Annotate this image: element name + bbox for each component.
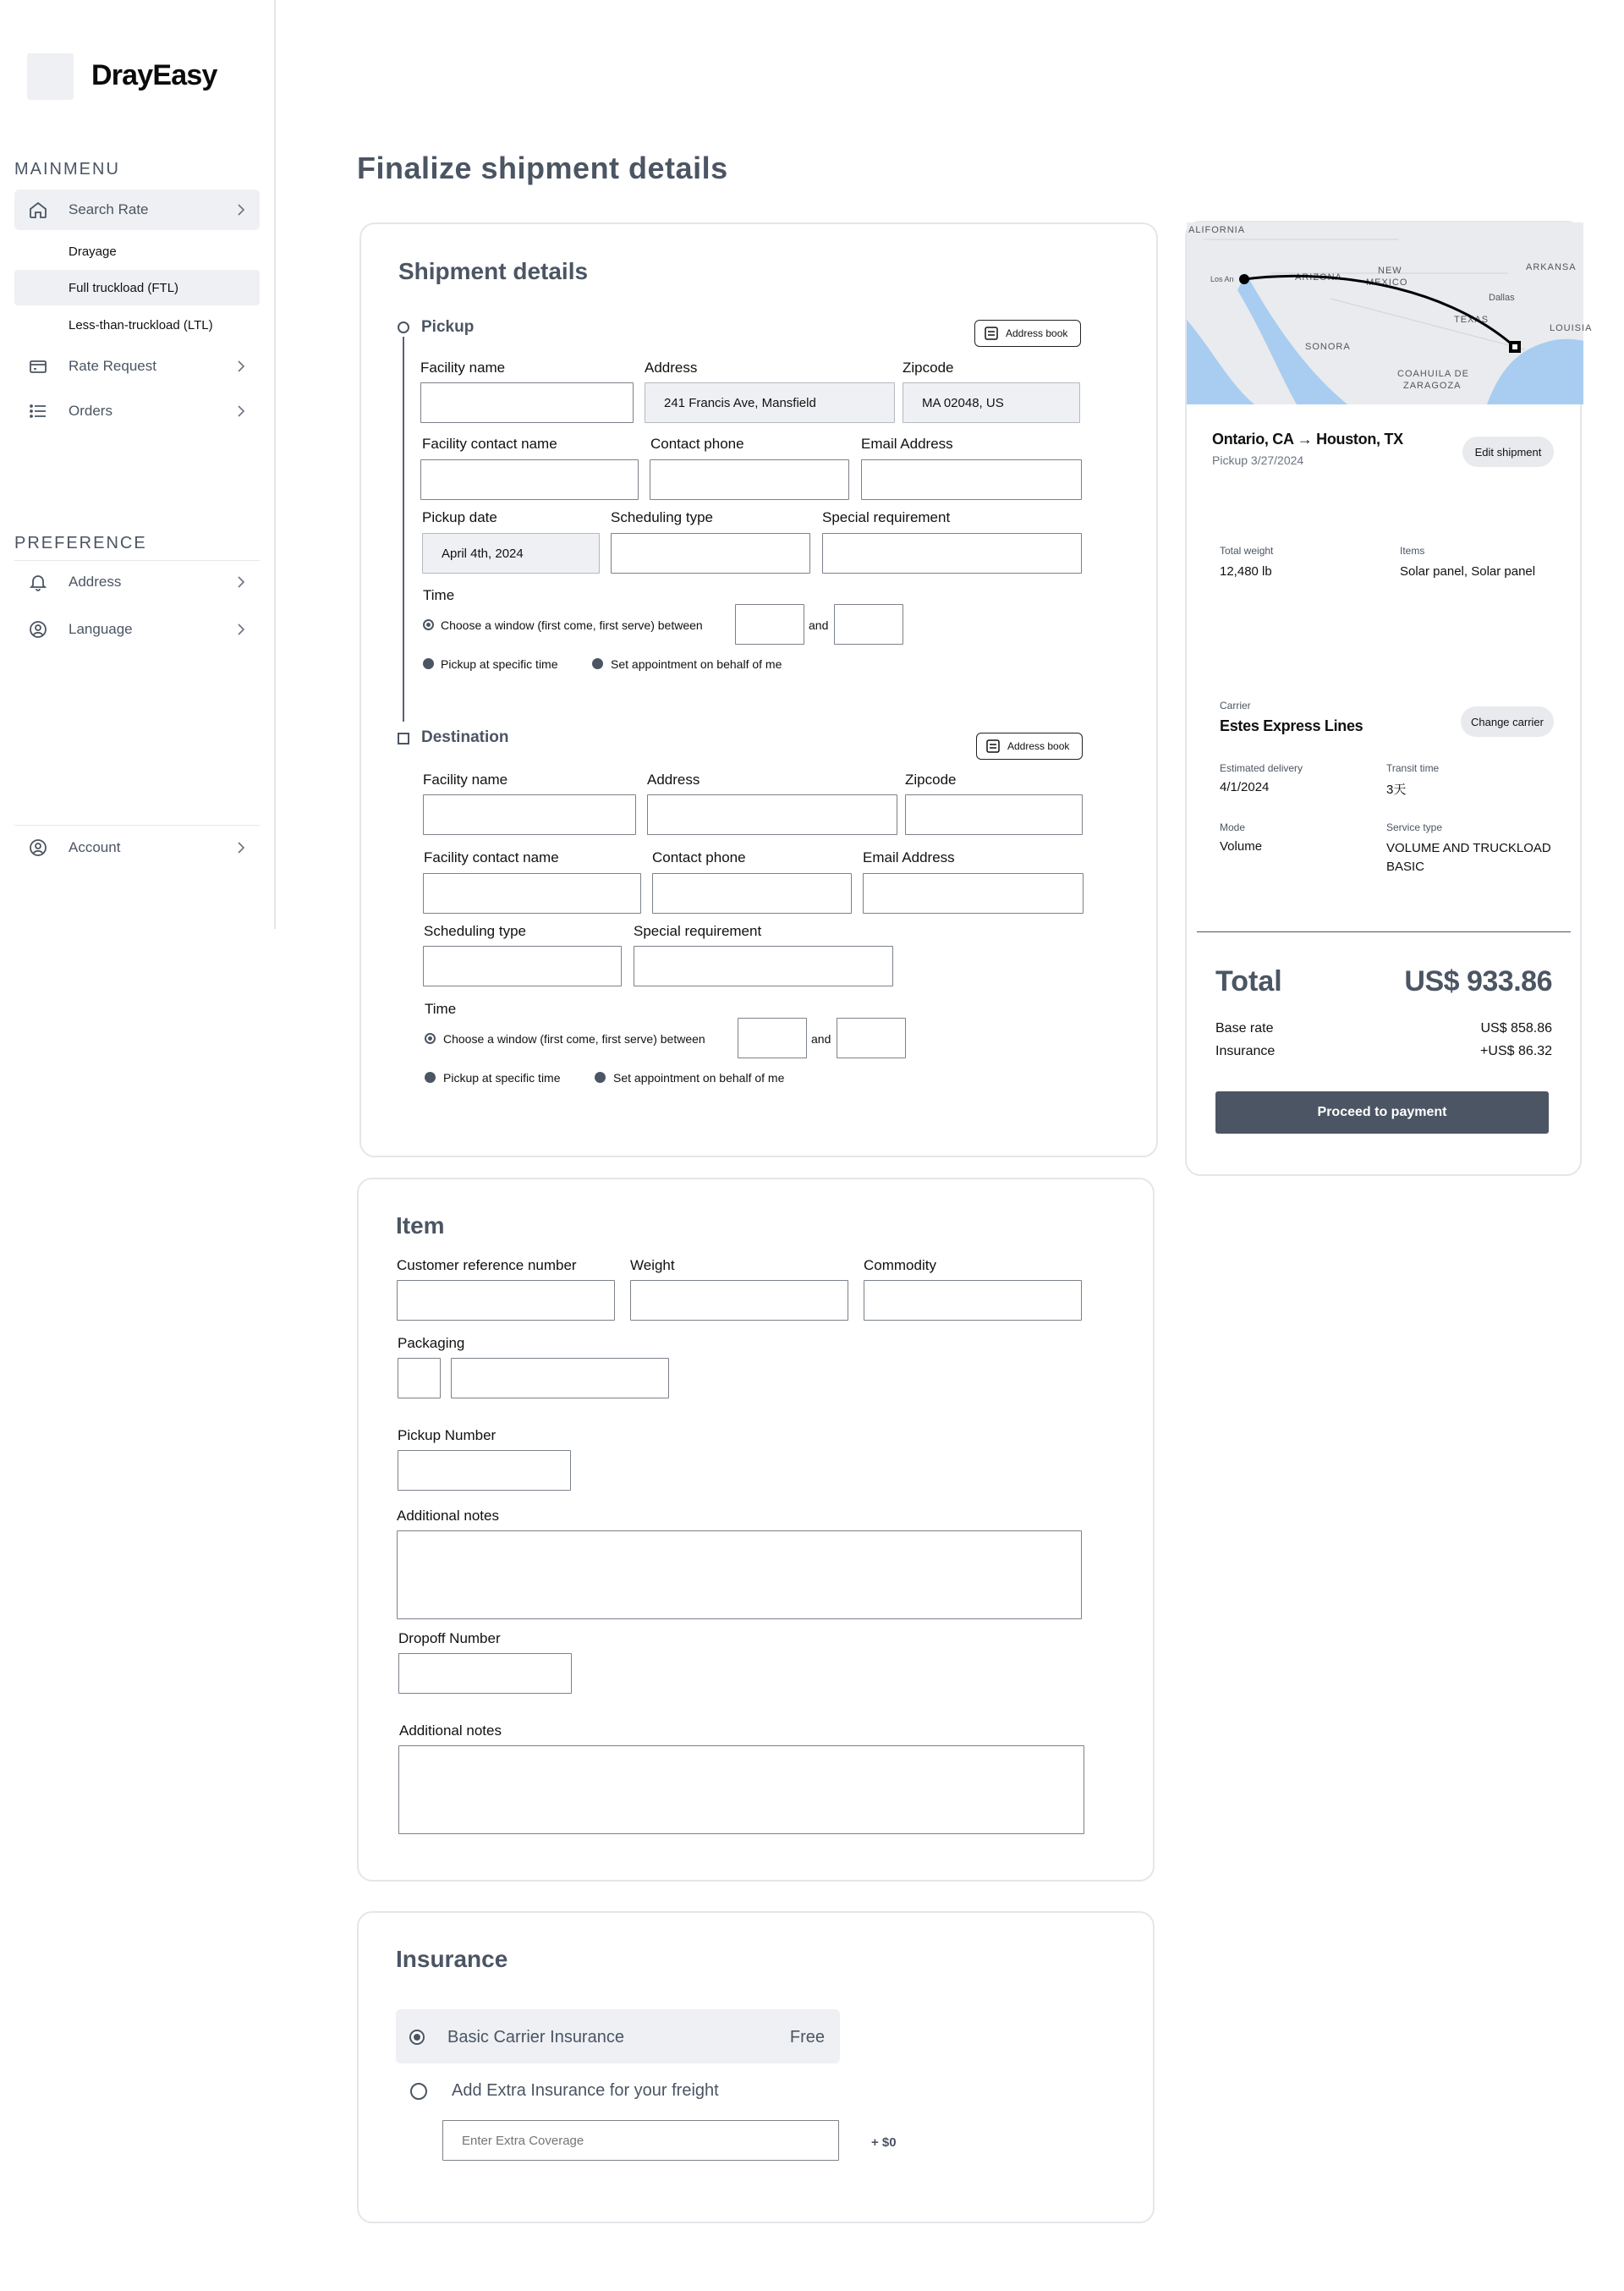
pickup-number-input[interactable]: [398, 1450, 571, 1491]
list-icon: [28, 401, 48, 421]
map-label-california: ALIFORNIA: [1188, 225, 1246, 235]
sub-item-drayage[interactable]: [14, 233, 260, 269]
email-label: Email Address: [863, 849, 955, 865]
sub-item-ftl[interactable]: [14, 270, 260, 305]
route-title: Ontario, CA → Houston, TX: [1212, 431, 1403, 448]
pickup-facility-name-input[interactable]: [420, 382, 634, 423]
map-label-new-mexico-1: NEW: [1378, 266, 1402, 276]
sidebar: [0, 0, 276, 929]
nav-item-search-rate[interactable]: [14, 190, 260, 230]
map-label-los-angeles: Los An: [1210, 275, 1234, 283]
destination-window-start-input[interactable]: [738, 1018, 807, 1058]
scheduling-type-label: Scheduling type: [424, 923, 526, 939]
item-title: Item: [396, 1212, 445, 1239]
mode-value: Volume: [1220, 839, 1263, 854]
divider: [14, 825, 260, 826]
summary-card: [1185, 221, 1593, 1176]
time-label: Time: [423, 587, 455, 603]
transit-time-value: 3天: [1386, 783, 1407, 797]
total-weight-value: 12,480 lb: [1220, 564, 1272, 579]
transit-time-label: Transit time: [1386, 762, 1440, 774]
time-label: Time: [425, 1001, 457, 1017]
nav-item-orders[interactable]: [14, 391, 260, 431]
items-value: Solar panel, Solar panel: [1400, 564, 1536, 579]
credit-card-icon: [28, 356, 48, 376]
and-text: and: [811, 1032, 831, 1046]
dropoff-notes-textarea[interactable]: [398, 1745, 1084, 1834]
edit-shipment-button[interactable]: Edit shipment: [1462, 437, 1554, 467]
radio-dot: [414, 2034, 420, 2041]
address-book-icon: [985, 739, 1001, 754]
total-value: US$ 933.86: [1404, 965, 1552, 997]
appointment-text: Set appointment on behalf of me: [611, 657, 782, 671]
shipment-details-title: Shipment details: [398, 258, 589, 284]
pickup-window-end-input[interactable]: [834, 604, 903, 645]
map-label-arkansas: ARKANSA: [1526, 262, 1577, 272]
logo-placeholder: [27, 53, 74, 100]
destination-appointment-radio[interactable]: [595, 1072, 606, 1083]
nav-label: Address: [69, 574, 122, 590]
facility-name-label: Facility name: [423, 772, 508, 788]
user-circle-icon: [28, 619, 48, 640]
summary-divider: [1197, 931, 1571, 932]
map-label-texas: TEXAS: [1454, 315, 1490, 325]
contact-phone-label: Contact phone: [652, 849, 746, 865]
destination-address-book-button[interactable]: [976, 733, 1083, 760]
chevron-right-icon: [233, 574, 250, 591]
insurance-value: +US$ 86.32: [1480, 1044, 1552, 1058]
preference-title: PREFERENCE: [14, 534, 147, 552]
nav-label: Rate Request: [69, 358, 156, 374]
customer-ref-input[interactable]: [397, 1280, 615, 1321]
destination-email-input[interactable]: [863, 873, 1084, 914]
map-label-coahuila-2: ZARAGOZA: [1403, 381, 1462, 391]
route-line: [403, 337, 404, 722]
pickup-email-input[interactable]: [861, 459, 1082, 500]
divider: [14, 560, 260, 561]
basic-insurance-price: Free: [789, 2028, 825, 2047]
service-type-label: Service type: [1386, 821, 1443, 833]
pickup-zipcode-input[interactable]: MA 02048, US: [903, 382, 1080, 423]
pickup-special-requirement-input[interactable]: [822, 533, 1082, 574]
nav-label: Language: [69, 621, 133, 637]
map-label-louisiana: LOUISIA: [1550, 323, 1593, 333]
customer-ref-label: Customer reference number: [397, 1257, 577, 1273]
address-book-label: Address book: [1007, 740, 1070, 752]
packaging-type-input[interactable]: [451, 1358, 669, 1398]
sub-item-ltl[interactable]: [14, 307, 260, 343]
base-rate-value: US$ 858.86: [1480, 1021, 1552, 1036]
contact-name-label: Facility contact name: [422, 436, 557, 452]
destination-window-radio[interactable]: [425, 1033, 436, 1044]
destination-marker-icon: [398, 733, 409, 744]
window-text: Choose a window (first come, first serve) between: [443, 1032, 705, 1046]
pickup-number-label: Pickup Number: [398, 1427, 497, 1443]
extra-insurance-label: Add Extra Insurance for your freight: [452, 2081, 719, 2100]
insurance-title: Insurance: [396, 1946, 508, 1972]
destination-zipcode-input[interactable]: [905, 794, 1083, 835]
specific-time-text: Pickup at specific time: [441, 657, 558, 671]
packaging-quantity-input[interactable]: [398, 1358, 441, 1398]
dropoff-number-label: Dropoff Number: [398, 1630, 501, 1646]
home-icon: [28, 200, 48, 220]
pickup-date-label: Pickup date: [422, 509, 497, 525]
sub-item-label: Less-than-truckload (LTL): [69, 317, 213, 332]
destination-specific-time-radio[interactable]: [425, 1072, 436, 1083]
pickup-marker-icon: [398, 321, 409, 333]
destination-scheduling-type-select[interactable]: [423, 946, 622, 986]
destination-heading: Destination: [421, 728, 509, 746]
specific-time-text: Pickup at specific time: [443, 1071, 561, 1085]
total-weight-label: Total weight: [1220, 545, 1274, 557]
origin-marker: [1239, 274, 1249, 284]
extra-insurance-price: + $0: [871, 2135, 897, 2150]
contact-phone-label: Contact phone: [650, 436, 744, 452]
nav-item-rate-request[interactable]: [14, 346, 260, 387]
chevron-right-icon: [233, 621, 250, 638]
route-map: [1187, 223, 1593, 404]
nav-item-account[interactable]: [14, 827, 260, 868]
pickup-date-input[interactable]: April 4th, 2024: [422, 533, 600, 574]
map-label-dallas: Dallas: [1489, 293, 1515, 303]
weight-input[interactable]: [630, 1280, 848, 1321]
change-carrier-button[interactable]: Change carrier: [1461, 706, 1554, 737]
app-logo-text: DrayEasy: [91, 59, 217, 91]
zipcode-label: Zipcode: [903, 360, 954, 376]
pickup-appointment-radio[interactable]: [592, 658, 603, 669]
proceed-to-payment-button[interactable]: Proceed to payment: [1215, 1091, 1549, 1134]
pickup-address-book-button[interactable]: [974, 320, 1081, 347]
email-label: Email Address: [861, 436, 953, 452]
estimated-delivery-value: 4/1/2024: [1220, 780, 1270, 794]
service-type-value: VOLUME AND TRUCKLOAD BASIC: [1386, 841, 1551, 874]
pickup-contact-name-input[interactable]: [420, 459, 639, 500]
address-label: Address: [647, 772, 700, 788]
scheduling-type-label: Scheduling type: [611, 509, 713, 525]
pickup-specific-time-radio[interactable]: [423, 658, 434, 669]
insurance-label: Insurance: [1215, 1044, 1276, 1058]
contact-name-label: Facility contact name: [424, 849, 559, 865]
nav-item-language[interactable]: [14, 609, 260, 650]
and-text: and: [809, 618, 829, 632]
extra-insurance-radio[interactable]: [410, 2083, 427, 2100]
destination-window-end-input[interactable]: [837, 1018, 906, 1058]
dropoff-number-input[interactable]: [398, 1653, 572, 1694]
nav-label: Orders: [69, 403, 112, 419]
nav-label: Search Rate: [69, 201, 149, 217]
map-label-arizona: ARIZONA: [1295, 272, 1342, 283]
map-label-new-mexico-2: MEXICO: [1366, 277, 1408, 288]
window-text: Choose a window (first come, first serve) between: [441, 618, 703, 632]
pickup-scheduling-type-select[interactable]: [611, 533, 810, 574]
pickup-notes-textarea[interactable]: [397, 1530, 1082, 1619]
carrier-label: Carrier: [1220, 700, 1251, 711]
base-rate-label: Base rate: [1215, 1021, 1274, 1036]
sub-item-label: Full truckload (FTL): [69, 280, 179, 295]
items-label: Items: [1400, 545, 1425, 557]
carrier-value: Estes Express Lines: [1220, 717, 1363, 734]
basic-insurance-radio[interactable]: [409, 2030, 425, 2045]
zipcode-label: Zipcode: [905, 772, 957, 788]
destination-contact-name-input[interactable]: [423, 873, 641, 914]
destination-facility-name-input[interactable]: [423, 794, 636, 835]
pickup-address-input[interactable]: 241 Francis Ave, Mansfield: [645, 382, 895, 423]
page-title: Finalize shipment details: [357, 151, 728, 185]
estimated-delivery-label: Estimated delivery: [1220, 762, 1303, 774]
address-book-label: Address book: [1006, 327, 1068, 339]
chevron-right-icon: [233, 358, 250, 375]
appointment-text: Set appointment on behalf of me: [613, 1071, 785, 1085]
total-label: Total: [1215, 965, 1282, 997]
commodity-input[interactable]: [864, 1280, 1082, 1321]
commodity-label: Commodity: [864, 1257, 936, 1273]
destination-contact-phone-input[interactable]: [652, 873, 852, 914]
pickup-date-text: Pickup 3/27/2024: [1212, 453, 1304, 467]
special-requirement-label: Special requirement: [822, 509, 951, 525]
weight-label: Weight: [630, 1257, 675, 1273]
map-label-coahuila-1: COAHUILA DE: [1397, 369, 1469, 379]
additional-notes-label: Additional notes: [397, 1508, 499, 1524]
packaging-label: Packaging: [398, 1335, 465, 1351]
extra-coverage-input[interactable]: [442, 2120, 839, 2161]
chevron-right-icon: [233, 403, 250, 420]
pickup-contact-phone-input[interactable]: [650, 459, 849, 500]
facility-name-label: Facility name: [420, 360, 506, 376]
pickup-window-radio[interactable]: [423, 619, 434, 630]
sub-item-label: Drayage: [69, 244, 117, 259]
address-book-icon: [984, 326, 999, 341]
user-circle-icon: [28, 838, 48, 858]
destination-address-input[interactable]: [647, 794, 897, 835]
basic-insurance-label: Basic Carrier Insurance: [447, 2028, 624, 2047]
destination-marker-inner: [1512, 344, 1517, 349]
basic-insurance-option[interactable]: [396, 2009, 840, 2063]
nav-item-address[interactable]: [14, 562, 260, 602]
additional-notes-label: Additional notes: [399, 1722, 502, 1739]
map-label-sonora: SONORA: [1305, 342, 1351, 352]
destination-special-requirement-input[interactable]: [634, 946, 893, 986]
address-label: Address: [645, 360, 698, 376]
chevron-right-icon: [233, 839, 250, 856]
special-requirement-label: Special requirement: [634, 923, 762, 939]
bell-icon: [28, 572, 48, 592]
pickup-window-start-input[interactable]: [735, 604, 804, 645]
pickup-heading: Pickup: [421, 318, 475, 336]
main-menu-title: MAINMENU: [14, 160, 120, 179]
mode-label: Mode: [1220, 821, 1246, 833]
nav-label: Account: [69, 839, 121, 855]
chevron-right-icon: [233, 201, 250, 218]
